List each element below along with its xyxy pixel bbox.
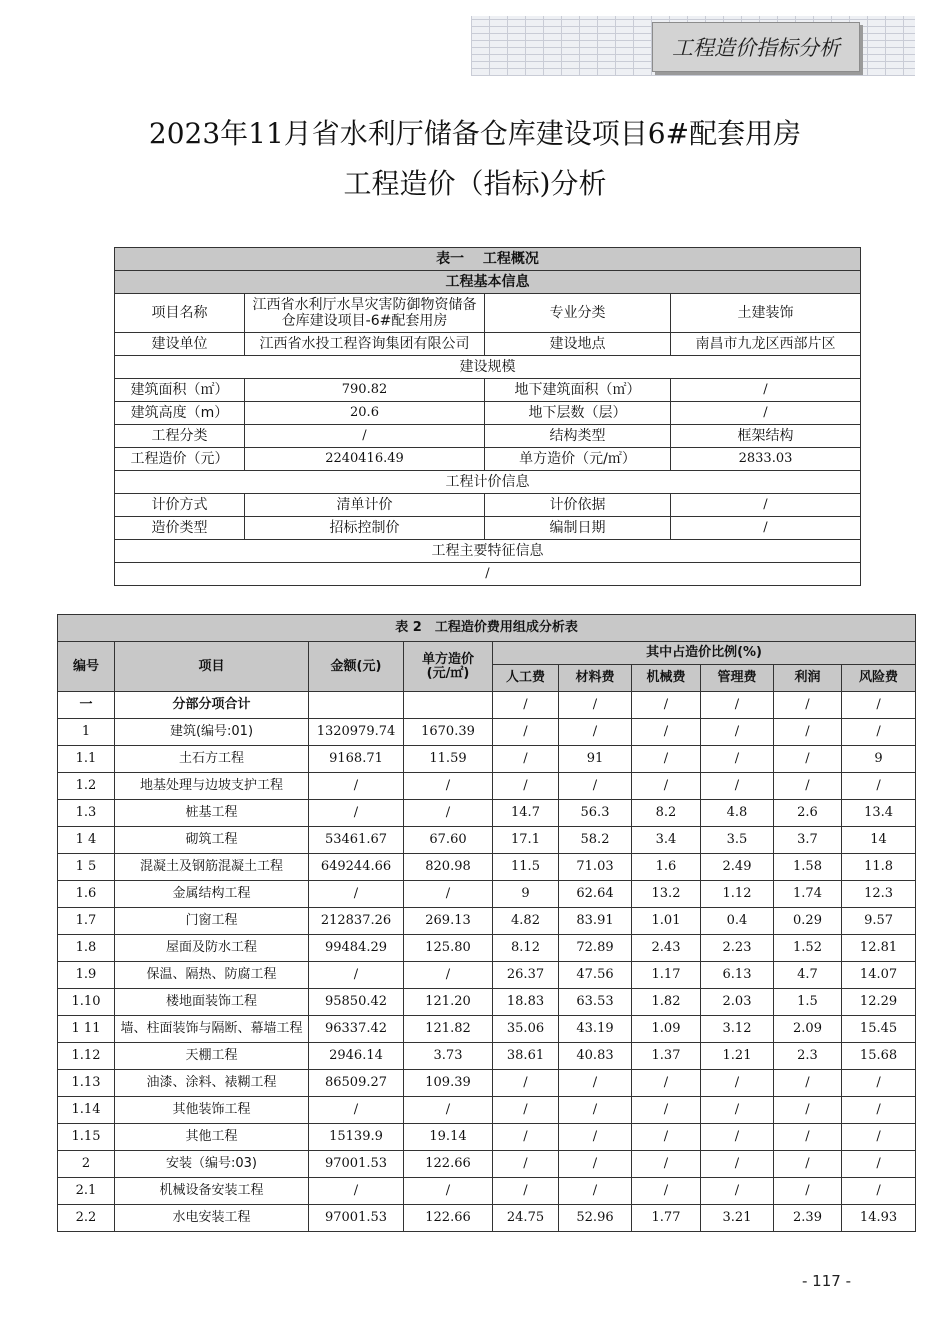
cell-item: 土石方工程 [115,746,309,773]
cell-material: / [559,773,632,800]
cell-amount: / [309,962,404,989]
cell-management: 3.21 [701,1205,774,1232]
cell-material: / [559,1124,632,1151]
cell-unit-price: 269.13 [404,908,493,935]
cell-machine: 13.2 [632,881,701,908]
cell-risk: 15.45 [842,1016,916,1043]
cell-labor: 11.5 [493,854,559,881]
cell-unit-price: 67.60 [404,827,493,854]
cell-profit: / [774,719,842,746]
cell-code: 2 [58,1151,115,1178]
unit-price-unit: (元/㎡) [426,665,470,681]
cell-unit-price: / [404,1178,493,1205]
cell-management: / [701,1178,774,1205]
cell-machine: / [632,773,701,800]
cell-item: 天棚工程 [115,1043,309,1070]
cell-material: 72.89 [559,935,632,962]
cell-machine: / [632,1178,701,1205]
type-value: / [245,425,485,448]
cell-code: 2.1 [58,1178,115,1205]
cell-profit: / [774,1124,842,1151]
cell-code: 1.13 [58,1070,115,1097]
table-row [58,1070,916,1097]
cell-profit: 1.74 [774,881,842,908]
table-row [58,881,916,908]
cell-item: 屋面及防水工程 [115,935,309,962]
cell-labor: 38.61 [493,1043,559,1070]
cell-code: 1 [58,719,115,746]
cell-amount: 2946.14 [309,1043,404,1070]
cell-code: 1.9 [58,962,115,989]
structure-label: 结构类型 [485,425,671,448]
cell-risk: 14 [842,827,916,854]
cell-item: 油漆、涂料、裱糊工程 [115,1070,309,1097]
table-row [58,1124,916,1151]
cell-management: 3.12 [701,1016,774,1043]
cell-item: 门窗工程 [115,908,309,935]
cell-profit: 2.39 [774,1205,842,1232]
location-label: 建设地点 [485,333,671,356]
major-value: 土建装饰 [671,294,861,333]
cell-profit: / [774,773,842,800]
cell-management: / [701,719,774,746]
cell-machine: 2.43 [632,935,701,962]
ug-area-value: / [671,379,861,402]
col-header-unit-price [404,642,493,692]
table-row [58,746,916,773]
cell-amount: 95850.42 [309,989,404,1016]
cell-profit: 0.29 [774,908,842,935]
scale-heading: 建设规模 [115,356,861,379]
cell-amount: 212837.26 [309,908,404,935]
cell-machine: / [632,1151,701,1178]
cell-risk: / [842,719,916,746]
cell-management: / [701,746,774,773]
cell-machine: 8.2 [632,800,701,827]
col-header-profit: 利润 [774,665,842,692]
table-row [58,989,916,1016]
cell-risk: 14.93 [842,1205,916,1232]
cell-code: 1.12 [58,1043,115,1070]
table-row [58,1178,916,1205]
height-value: 20.6 [245,402,485,425]
table-row [58,935,916,962]
cell-risk: 12.29 [842,989,916,1016]
cell-labor: 17.1 [493,827,559,854]
cell-code: 1.10 [58,989,115,1016]
cell-amount: 1320979.74 [309,719,404,746]
cell-profit: 1.52 [774,935,842,962]
col-header-code: 编号 [58,642,115,692]
structure-value: 框架结构 [671,425,861,448]
cell-labor: / [493,746,559,773]
cell-amount: / [309,881,404,908]
cell-risk: 13.4 [842,800,916,827]
cell-amount: 53461.67 [309,827,404,854]
cell-machine: 3.4 [632,827,701,854]
cell-labor: 35.06 [493,1016,559,1043]
cell-profit: / [774,692,842,719]
cell-machine: 1.09 [632,1016,701,1043]
cell-amount: / [309,1097,404,1124]
cell-management: 3.5 [701,827,774,854]
cell-amount: 9168.71 [309,746,404,773]
cell-code: 1.2 [58,773,115,800]
ug-area-label: 地下建筑面积（㎡） [485,379,671,402]
table-row [58,1016,916,1043]
cell-unit-price: 3.73 [404,1043,493,1070]
project-name-value: 江西省水利厅水旱灾害防御物资储备仓库建设项目-6#配套用房 [245,294,485,333]
cell-amount: / [309,1178,404,1205]
cell-unit-price: 11.59 [404,746,493,773]
cell-item: 砌筑工程 [115,827,309,854]
cell-material: 43.19 [559,1016,632,1043]
cell-management: 1.12 [701,881,774,908]
cell-unit-price: / [404,1097,493,1124]
col-header-management: 管理费 [701,665,774,692]
cell-machine: 1.01 [632,908,701,935]
cell-risk: 14.07 [842,962,916,989]
date-value: / [671,517,861,540]
cell-unit-price: 122.66 [404,1151,493,1178]
cell-risk: / [842,1151,916,1178]
area-value: 790.82 [245,379,485,402]
cell-unit-price: 1670.39 [404,719,493,746]
cell-code: 1.3 [58,800,115,827]
cell-management: 4.8 [701,800,774,827]
cell-item: 楼地面装饰工程 [115,989,309,1016]
cell-unit-price: 125.80 [404,935,493,962]
cell-item: 保温、隔热、防腐工程 [115,962,309,989]
cell-amount: 97001.53 [309,1151,404,1178]
cell-risk: / [842,1097,916,1124]
cell-management: / [701,692,774,719]
cost-composition-table [57,614,916,1232]
method-value: 清单计价 [245,494,485,517]
page-number: - 117 - [802,1272,851,1290]
cell-machine: 1.37 [632,1043,701,1070]
table-row [58,854,916,881]
cell-profit: / [774,1178,842,1205]
cell-profit: 2.6 [774,800,842,827]
cell-material: 63.53 [559,989,632,1016]
cell-unit-price: / [404,800,493,827]
cell-amount: 15139.9 [309,1124,404,1151]
cell-item: 安装（编号:03) [115,1151,309,1178]
cell-amount [309,692,404,719]
cell-machine: / [632,1124,701,1151]
cell-amount: / [309,773,404,800]
cell-management: 1.21 [701,1043,774,1070]
cell-risk: / [842,1124,916,1151]
cell-item: 混凝土及钢筋混凝土工程 [115,854,309,881]
feature-heading: 工程主要特征信息 [115,540,861,563]
cell-item: 其他工程 [115,1124,309,1151]
basis-value: / [671,494,861,517]
cell-machine: / [632,746,701,773]
document-title-line2: 工程造价（指标)分析 [343,167,607,200]
cell-machine: 1.6 [632,854,701,881]
cell-item: 桩基工程 [115,800,309,827]
table-row [58,800,916,827]
cell-item: 金属结构工程 [115,881,309,908]
cell-code: 1 5 [58,854,115,881]
cell-item: 建筑(编号:01) [115,719,309,746]
col-header-ratio: 其中占造价比例(%) [493,642,916,665]
cell-profit: / [774,746,842,773]
cell-machine: / [632,1097,701,1124]
table-row [58,962,916,989]
cell-material: / [559,1070,632,1097]
cell-material: 71.03 [559,854,632,881]
cell-amount: 96337.42 [309,1016,404,1043]
cell-unit-price: 820.98 [404,854,493,881]
col-header-labor: 人工费 [493,665,559,692]
ug-floors-label: 地下层数（层） [485,402,671,425]
unit-price-label: 单方造价 [421,651,474,667]
cell-machine: / [632,719,701,746]
cell-unit-price: / [404,962,493,989]
cell-code: 1.6 [58,881,115,908]
cell-code: 1 4 [58,827,115,854]
unit-cost-label: 单方造价（元/㎡） [485,448,671,471]
cell-labor: 8.12 [493,935,559,962]
cell-management: 2.23 [701,935,774,962]
basis-label: 计价依据 [485,494,671,517]
cell-risk: / [842,773,916,800]
section-tag: 工程造价指标分析 [652,22,860,72]
cell-material: / [559,1151,632,1178]
cell-material: 83.91 [559,908,632,935]
builder-label: 建设单位 [115,333,245,356]
col-header-machine: 机械费 [632,665,701,692]
cell-code: 2.2 [58,1205,115,1232]
cell-machine: / [632,1070,701,1097]
table1-caption: 表一 工程概况 [115,248,861,271]
cost-type-label: 造价类型 [115,517,245,540]
cell-profit: 1.58 [774,854,842,881]
cell-unit-price: 122.66 [404,1205,493,1232]
cell-machine: 1.77 [632,1205,701,1232]
cell-management: / [701,1097,774,1124]
cell-risk: 9.57 [842,908,916,935]
col-header-item: 项目 [115,642,309,692]
cell-labor: / [493,1151,559,1178]
cost-value: 2240416.49 [245,448,485,471]
cell-management: / [701,1124,774,1151]
cell-management: 0.4 [701,908,774,935]
unit-cost-value: 2833.03 [671,448,861,471]
date-label: 编制日期 [485,517,671,540]
cell-risk: 12.3 [842,881,916,908]
table-row [58,827,916,854]
cell-profit: 1.5 [774,989,842,1016]
cell-risk: 11.8 [842,854,916,881]
cell-profit: / [774,1070,842,1097]
cell-labor: 4.82 [493,908,559,935]
cost-table-body [58,692,916,1232]
cell-amount: 99484.29 [309,935,404,962]
cell-code: 1 11 [58,1016,115,1043]
cell-risk: 9 [842,746,916,773]
cell-risk: / [842,1178,916,1205]
table-row [58,1043,916,1070]
table-row [58,773,916,800]
cell-machine: 1.82 [632,989,701,1016]
cell-unit-price: 121.82 [404,1016,493,1043]
cell-unit-price: 121.20 [404,989,493,1016]
cell-item: 墙、柱面装饰与隔断、幕墙工程 [115,1016,309,1043]
table-row [58,719,916,746]
cell-material: 91 [559,746,632,773]
cell-code: 一 [58,692,115,719]
cell-machine: / [632,692,701,719]
cell-labor: / [493,692,559,719]
cell-profit: 2.09 [774,1016,842,1043]
cell-code: 1.8 [58,935,115,962]
cell-unit-price [404,692,493,719]
cell-risk: / [842,692,916,719]
cost-type-value: 招标控制价 [245,517,485,540]
cell-material: 40.83 [559,1043,632,1070]
cell-management: / [701,1151,774,1178]
cell-unit-price: / [404,773,493,800]
cell-item: 其他装饰工程 [115,1097,309,1124]
cell-labor: 18.83 [493,989,559,1016]
cell-amount: / [309,800,404,827]
table2-caption: 表 2 工程造价费用组成分析表 [58,615,916,642]
cell-management: / [701,1070,774,1097]
project-overview-table [114,247,861,586]
cell-item: 水电安装工程 [115,1205,309,1232]
method-label: 计价方式 [115,494,245,517]
cell-material: / [559,1178,632,1205]
cell-material: 62.64 [559,881,632,908]
cell-amount: 86509.27 [309,1070,404,1097]
cell-machine: 1.17 [632,962,701,989]
cell-item: 分部分项合计 [115,692,309,719]
cell-profit: 2.3 [774,1043,842,1070]
cell-material: 56.3 [559,800,632,827]
table-row [58,1205,916,1232]
pricing-info-heading: 工程计价信息 [115,471,861,494]
cell-code: 1.14 [58,1097,115,1124]
feature-value: / [115,563,861,586]
cell-labor: 24.75 [493,1205,559,1232]
cell-labor: 14.7 [493,800,559,827]
cell-unit-price: / [404,881,493,908]
major-label: 专业分类 [485,294,671,333]
cell-labor: / [493,1124,559,1151]
cell-management: / [701,773,774,800]
cell-labor: 9 [493,881,559,908]
location-value: 南昌市九龙区西部片区 [671,333,861,356]
cell-material: / [559,1097,632,1124]
table-row [58,692,916,719]
cell-labor: / [493,719,559,746]
table-row [58,908,916,935]
cell-management: 6.13 [701,962,774,989]
cost-label: 工程造价（元） [115,448,245,471]
cell-management: 2.49 [701,854,774,881]
height-label: 建筑高度（m） [115,402,245,425]
cell-unit-price: 19.14 [404,1124,493,1151]
cell-item: 地基处理与边坡支护工程 [115,773,309,800]
cell-item: 机械设备安装工程 [115,1178,309,1205]
cell-unit-price: 109.39 [404,1070,493,1097]
col-header-material: 材料费 [559,665,632,692]
cell-labor: / [493,773,559,800]
cell-labor: / [493,1178,559,1205]
type-label: 工程分类 [115,425,245,448]
cell-material: 47.56 [559,962,632,989]
ug-floors-value: / [671,402,861,425]
cell-labor: / [493,1070,559,1097]
cell-management: 2.03 [701,989,774,1016]
cell-material: 52.96 [559,1205,632,1232]
cell-profit: 3.7 [774,827,842,854]
cell-amount: 97001.53 [309,1205,404,1232]
col-header-amount: 金额(元) [309,642,404,692]
project-name-label: 项目名称 [115,294,245,333]
cell-risk: 12.81 [842,935,916,962]
cell-amount: 649244.66 [309,854,404,881]
cell-code: 1.1 [58,746,115,773]
cell-profit: / [774,1097,842,1124]
builder-value: 江西省水投工程咨询集团有限公司 [245,333,485,356]
basic-info-heading: 工程基本信息 [115,271,861,294]
cell-labor: / [493,1097,559,1124]
cell-profit: / [774,1151,842,1178]
cell-code: 1.7 [58,908,115,935]
cell-material: / [559,719,632,746]
col-header-risk: 风险费 [842,665,916,692]
cell-material: 58.2 [559,827,632,854]
cell-labor: 26.37 [493,962,559,989]
cell-risk: / [842,1070,916,1097]
cell-material: / [559,692,632,719]
area-label: 建筑面积（㎡） [115,379,245,402]
cell-code: 1.15 [58,1124,115,1151]
cell-profit: 4.7 [774,962,842,989]
cell-risk: 15.68 [842,1043,916,1070]
table-row [58,1151,916,1178]
document-title-line1: 2023年11月省水利厅储备仓库建设项目6#配套用房 [148,117,802,150]
table-row [58,1097,916,1124]
